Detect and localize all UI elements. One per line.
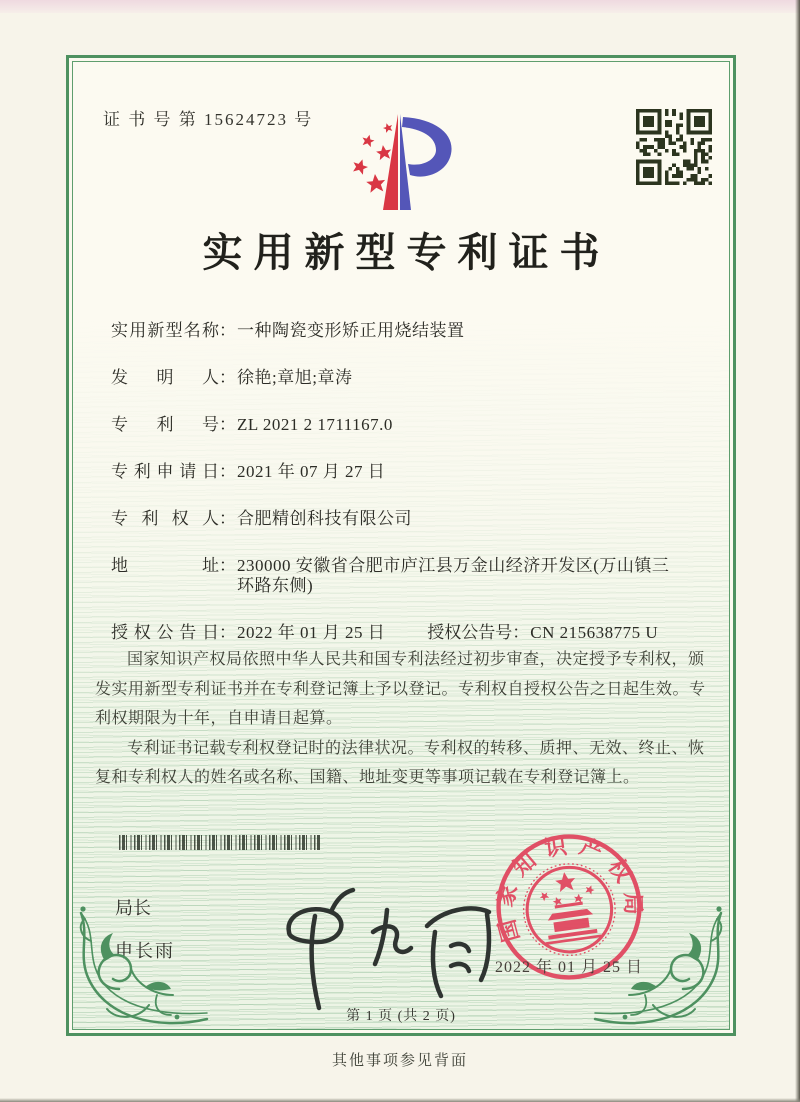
fields-block	[111, 321, 707, 670]
field-utility-model-name	[111, 321, 707, 341]
certificate-title: 实用新型专利证书	[202, 230, 611, 275]
field-value: 230000 安徽省合肥市庐江县万金山经济开发区(万山镇三环路东侧)	[237, 556, 670, 595]
legal-paragraph-1: 国家知识产权局依照中华人民共和国专利法经过初步审查，决定授予专利权，颁发实用新型专利证书并在专利登记簿上予以登记。专利权自授权公告之日起生效。专利权期限为十年，自申请日起算。	[95, 651, 706, 728]
field-colon: ：	[219, 368, 236, 387]
grant-date-value: 2022 年 01 月 25 日	[237, 623, 386, 642]
certificate-number: 证 书 号 第 15624723 号	[103, 110, 314, 129]
field-value: ZL 2021 2 1711167.0	[237, 415, 393, 434]
field-colon: ：	[219, 509, 236, 528]
handwritten-signature	[219, 848, 509, 1028]
qr-code	[636, 109, 712, 185]
field-value: 2021 年 07 月 27 日	[237, 462, 386, 481]
field-label: 授权公告号	[427, 623, 513, 642]
field-value: 合肥精创科技有限公司	[237, 509, 412, 528]
seal-ring-text: 国家知识产权局	[491, 831, 647, 945]
scan-artifact-right	[795, 0, 800, 1102]
field-address	[111, 556, 707, 596]
field-label: 专利权人	[111, 509, 219, 528]
cnipa-logo-icon	[331, 108, 471, 216]
legal-text-block	[95, 645, 715, 793]
signer-title: 局长	[115, 898, 151, 918]
field-inventors	[111, 368, 707, 388]
certificate-frame	[66, 55, 736, 1036]
page-number: 第 1 页 (共 2 页)	[346, 1009, 456, 1024]
field-label: 地址	[111, 556, 219, 575]
legal-paragraph-2: 专利证书记载专利权登记时的法律状况。专利权的转移、质押、无效、终止、恢复和专利权人的姓名或名称、国籍、地址变更等事项记载在专利登记簿上。	[95, 739, 705, 787]
scan-artifact-top	[0, 0, 800, 13]
field-label: 发明人	[111, 368, 219, 387]
field-grant-row	[111, 623, 707, 643]
back-side-note: 其他事项参见背面	[331, 1053, 468, 1069]
field-colon: ：	[219, 415, 236, 434]
grant-number-value: CN 215638775 U	[530, 623, 659, 642]
field-label: 实用新型名称	[111, 321, 219, 340]
field-colon: ：	[219, 623, 236, 642]
field-filing-date	[111, 462, 707, 482]
scan-artifact-bottom	[0, 1098, 800, 1102]
seal-date: 2022 年 01 月 25 日	[494, 959, 643, 976]
signer-name: 申长雨	[115, 941, 175, 961]
field-patentee	[111, 509, 707, 529]
grant-number-group	[427, 623, 658, 643]
field-colon: ：	[219, 462, 236, 481]
field-value: 徐艳;章旭;章涛	[237, 368, 353, 387]
flourish-ornament-icon	[61, 891, 211, 1041]
field-colon: ：	[219, 321, 236, 340]
field-label: 专利申请日	[111, 462, 219, 481]
field-label: 授权公告日	[111, 623, 219, 642]
field-colon: ：	[219, 556, 236, 575]
field-value: 一种陶瓷变形矫正用烧结装置	[237, 321, 465, 340]
field-colon: ：	[512, 623, 530, 642]
field-patent-number	[111, 415, 707, 435]
field-label: 专利号	[111, 415, 219, 434]
